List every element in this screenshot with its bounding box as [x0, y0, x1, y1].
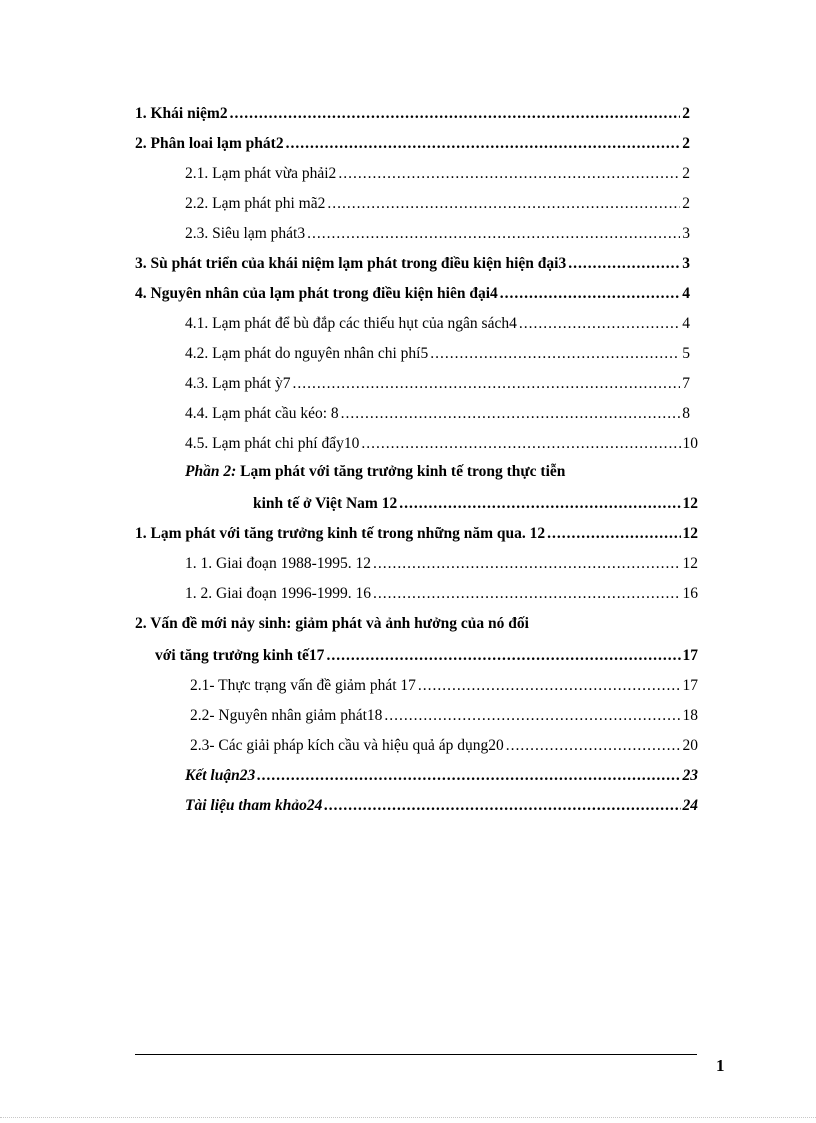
toc-entry — [185, 374, 690, 394]
toc-entry — [185, 194, 690, 214]
toc-entry — [185, 344, 690, 364]
toc-dot-leader — [326, 646, 680, 666]
toc-page-number: 20 — [682, 737, 698, 754]
toc-dot-leader — [257, 766, 680, 786]
toc-dot-leader — [286, 134, 681, 154]
toc-entry — [185, 314, 690, 334]
toc-entry-text: 4.2. Lạm phát do nguyên nhân chi phí5 — [185, 345, 429, 362]
toc-entry-text: 4.5. Lạm phát chi phí đẩy10 — [185, 435, 360, 452]
toc-dot-leader — [519, 314, 680, 334]
toc-entry-text: 1. 2. Giai đoạn 1996-1999. 16 — [185, 585, 371, 602]
toc-entry — [135, 284, 690, 304]
toc-entry-text: Tài liệu tham khảo24 — [185, 797, 323, 814]
toc-entry — [185, 434, 698, 454]
toc-dot-leader — [338, 164, 680, 184]
toc-page-number: 4 — [682, 315, 690, 332]
footer-divider — [135, 1054, 697, 1055]
toc-dot-leader — [506, 736, 681, 756]
toc-entry — [185, 404, 690, 424]
toc-page-number: 2 — [682, 165, 690, 182]
toc-entry-text: 4. Nguyên nhân của lạm phát trong điều kiện hiên đại4 — [135, 285, 498, 302]
toc-page-number: 2 — [682, 135, 690, 152]
toc-page-number: 10 — [682, 435, 698, 452]
toc-entry — [190, 676, 698, 696]
toc-entry-text: với tăng trưởng kinh tế17 — [155, 647, 325, 664]
toc-page-number: 2 — [682, 195, 690, 212]
toc-dot-leader — [327, 194, 680, 214]
toc-entry-text: 4.1. Lạm phát để bù đắp các thiếu hụt của ngân sách4 — [185, 315, 517, 332]
toc-entry — [185, 766, 698, 786]
toc-page-number: 3 — [682, 225, 690, 242]
page-number: 1 — [716, 1056, 725, 1075]
toc-page-number: 12 — [682, 555, 698, 572]
toc-page-number: 12 — [682, 525, 698, 542]
toc-page-number: 23 — [682, 767, 698, 784]
toc-entry — [185, 796, 698, 816]
toc-entry — [135, 254, 690, 274]
toc-entry — [253, 494, 698, 514]
toc-entry — [190, 736, 698, 756]
toc-entry-text: 4.3. Lạm phát ỳ7 — [185, 375, 291, 392]
toc-page-number: 17 — [682, 677, 698, 694]
toc-dot-leader — [341, 404, 681, 424]
toc-page-number: 24 — [682, 797, 698, 814]
toc-entry — [185, 164, 690, 184]
toc-entry-text: 1. 1. Giai đoạn 1988-1995. 12 — [185, 555, 371, 572]
toc-entry — [185, 224, 690, 244]
toc-entry — [185, 584, 698, 604]
toc-dot-leader — [568, 254, 680, 274]
toc-entry-text: Kết luận23 — [185, 767, 256, 784]
toc-entry — [135, 104, 690, 124]
toc-entry-text: 2.3- Các giải pháp kích cầu và hiệu quả áp dụng20 — [190, 737, 504, 754]
toc-entry — [135, 134, 690, 154]
toc-entry — [155, 646, 698, 666]
toc-entry-text: 3. Sù phát triển của khái niệm lạm phát trong điều kiện hiện đại3 — [135, 255, 567, 272]
part-label: Phần 2: — [185, 463, 237, 480]
toc-page-number: 7 — [682, 375, 690, 392]
toc-page-number: 5 — [682, 345, 690, 362]
toc-dot-leader — [373, 554, 681, 574]
toc-dot-leader — [384, 706, 680, 726]
toc-entry — [135, 614, 529, 634]
toc-dot-leader — [547, 524, 680, 544]
toc-entry-text: 2.1- Thực trạng vấn đề giảm phát 17 — [190, 677, 416, 694]
toc-dot-leader — [373, 584, 681, 604]
toc-page-number: 18 — [682, 707, 698, 724]
toc-page-number: 12 — [682, 495, 698, 512]
toc-dot-leader — [307, 224, 680, 244]
toc-dot-leader — [418, 676, 681, 696]
toc-entry — [185, 554, 698, 574]
toc-entry-text: 2. Phân loai lạm phát2 — [135, 135, 284, 152]
toc-entry-text: 2.2- Nguyên nhân giảm phát18 — [190, 707, 383, 724]
toc-page-number: 16 — [682, 585, 698, 602]
toc-entry-text: 2. Vấn đề mới nảy sinh: giảm phát và ảnh hưởng của nó đối — [135, 615, 529, 632]
toc-entry-text: kinh tế ở Việt Nam 12 — [253, 495, 398, 512]
toc-entry-text: 4.4. Lạm phát cầu kéo: 8 — [185, 405, 339, 422]
toc-dot-leader — [500, 284, 680, 304]
page-edge-dotted-line — [0, 1117, 816, 1118]
toc-dot-leader — [430, 344, 680, 364]
toc-dot-leader — [324, 796, 680, 816]
toc-dot-leader — [399, 494, 680, 514]
toc-entry-text: 1. Lạm phát với tăng trưởng kinh tế trong những năm qua. 12 — [135, 525, 546, 542]
toc-entry-text: 2.2. Lạm phát phi mã2 — [185, 195, 326, 212]
toc-entry-text: 2.1. Lạm phát vừa phải2 — [185, 165, 337, 182]
toc-page-number: 4 — [682, 285, 690, 302]
toc-entry — [190, 706, 698, 726]
toc-entry-text: 1. Khái niệm2 — [135, 105, 228, 122]
toc-dot-leader — [361, 434, 680, 454]
toc-page-number: 17 — [682, 647, 698, 664]
part-heading — [185, 462, 565, 482]
toc-dot-leader — [230, 104, 681, 124]
toc-page-number: 8 — [682, 405, 690, 422]
toc-page-number: 3 — [682, 255, 690, 272]
toc-entry — [135, 524, 698, 544]
toc-page-number: 2 — [682, 105, 690, 122]
toc-dot-leader — [292, 374, 680, 394]
part-title: Lạm phát với tăng trưởng kinh tế trong thực tiễn — [240, 463, 566, 480]
toc-entry-text: 2.3. Siêu lạm phát3 — [185, 225, 306, 242]
